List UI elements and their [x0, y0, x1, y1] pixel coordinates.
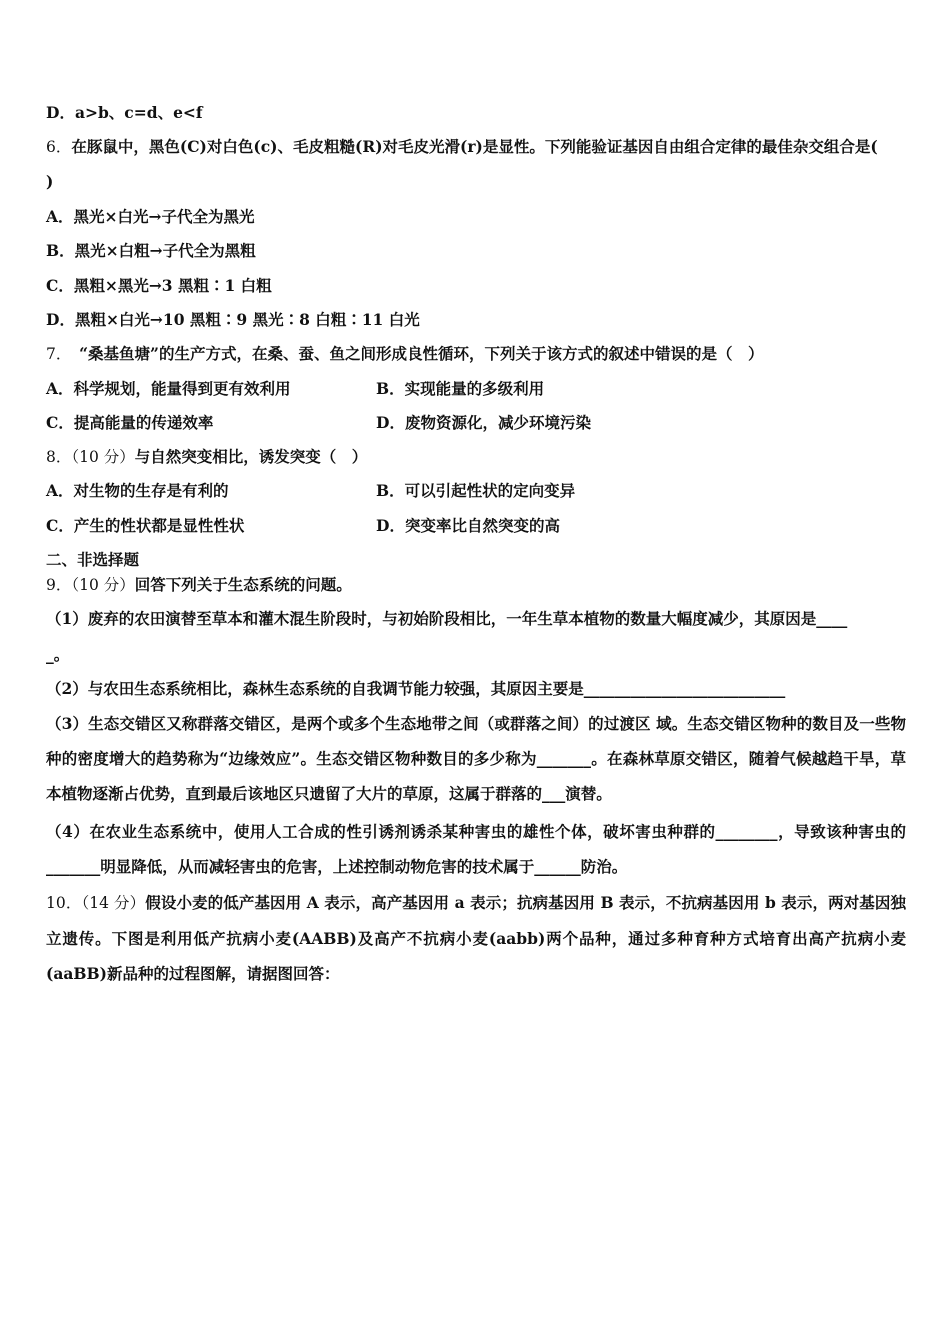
- question-8-option-a: A．对生物的生存是有利的: [46, 481, 229, 500]
- question-number: 7．: [46, 345, 64, 363]
- question-score: （10 分）: [71, 576, 135, 594]
- question-7-option-row-2: [46, 413, 906, 433]
- question-9-stem: [46, 575, 352, 595]
- question-8-option-d: D．突变率比自然突变的高: [376, 516, 560, 535]
- question-6-option-d: D．黑粗×白光→10 黑粗∶9 黑光∶8 白粗∶11 白光: [46, 310, 420, 329]
- section-title: 二、非选择题: [46, 550, 140, 569]
- question-9-part-3: （3）生态交错区又称群落交错区，是两个或多个生态地带之间（或群落之间）的过渡区 域。生态交错区物种的数目及一些物种的密度增大的趋势称为“边缘效应”。生态交错区物种数目的多少称为_______。在森林草原交错区，随着气候越趋干旱，草本植物逐渐占优势，直到最后该地区只遗留了大片的草原，这属于群落的___演替。: [46, 714, 906, 803]
- question-8-option-b: B．可以引起性状的定向变异: [376, 481, 576, 500]
- question-8-option-row-1: [46, 481, 906, 501]
- question-6-option-b: B．黑光×白粗→子代全为黑粗: [46, 241, 256, 260]
- question-10-stem: [46, 885, 906, 991]
- question-6-stem-continued: ): [46, 172, 54, 191]
- question-9-part-4: （4）在农业生态系统中，使用人工合成的性引诱剂诱杀某种害虫的雄性个体，破坏害虫种群的________，导致该种害虫的_______明显降低，从而减轻害虫的危害，上述控制动物危害的技术属于______防治。: [46, 822, 906, 876]
- question-6-option-a: A．黑光×白光→子代全为黑光: [46, 207, 255, 226]
- question-text: 假设小麦的低产基因用 A 表示，高产基因用 a 表示；抗病基因用 B 表示，不抗病基因用 b 表示，两对基因独立遗传。下图是利用低产抗病小麦(AABB)及高产不抗病小麦(aabb)两个品种，通过多种育种方式培育出高产抗病小麦(aaBB)新品种的过程图解，请据图回答：: [46, 893, 906, 983]
- question-text: “桑基鱼塘”的生产方式，在桑、蚕、鱼之间形成良性循环，下列关于该方式的叙述中错误的是（ ）: [79, 344, 764, 363]
- question-6-option-c: C．黑粗×黑光→3 黑粗∶1 白粗: [46, 276, 272, 295]
- question-text: 在豚鼠中，黑色(C)对白色(c)、毛皮粗糙(R)对毛皮光滑(r)是显性。下列能验证基因自由组合定律的最佳杂交组合是(: [71, 137, 878, 156]
- question-7-option-row-1: [46, 379, 906, 399]
- question-7-option-c: C．提高能量的传递效率: [46, 413, 214, 432]
- question-score: （14 分）: [81, 894, 146, 912]
- question-7-option-a: A．科学规划，能量得到更有效利用: [46, 379, 291, 398]
- question-number: 9．: [46, 576, 72, 594]
- question-text: 与自然突变相比，诱发突变（ ）: [134, 447, 368, 466]
- question-7-option-b: B．实现能量的多级利用: [376, 379, 545, 398]
- question-9-part-1-continued: _。: [46, 645, 70, 664]
- question-8-option-row-2: [46, 516, 906, 536]
- question-text: 回答下列关于生态系统的问题。: [134, 575, 352, 594]
- question-6-stem: [46, 137, 878, 157]
- question-7-option-d: D．废物资源化，减少环境污染: [376, 413, 591, 432]
- question-8-option-c: C．产生的性状都是显性性状: [46, 516, 245, 535]
- question-number: 10．: [46, 894, 82, 912]
- question-5-option-d: D．a>b、c=d、e<f: [46, 103, 203, 122]
- question-9-part-1: （1）废弃的农田演替至草本和灌木混生阶段时，与初始阶段相比，一年生草本植物的数量大幅度减少，其原因是____: [46, 609, 848, 628]
- question-9-part-2: （2）与农田生态系统相比，森林生态系统的自我调节能力较强，其原因主要是__________________________: [46, 679, 786, 698]
- question-8-stem: [46, 447, 367, 467]
- question-number: 8．: [46, 448, 72, 466]
- question-7-stem: [46, 344, 763, 364]
- question-number: 6．: [46, 138, 72, 156]
- question-score: （10 分）: [71, 448, 135, 466]
